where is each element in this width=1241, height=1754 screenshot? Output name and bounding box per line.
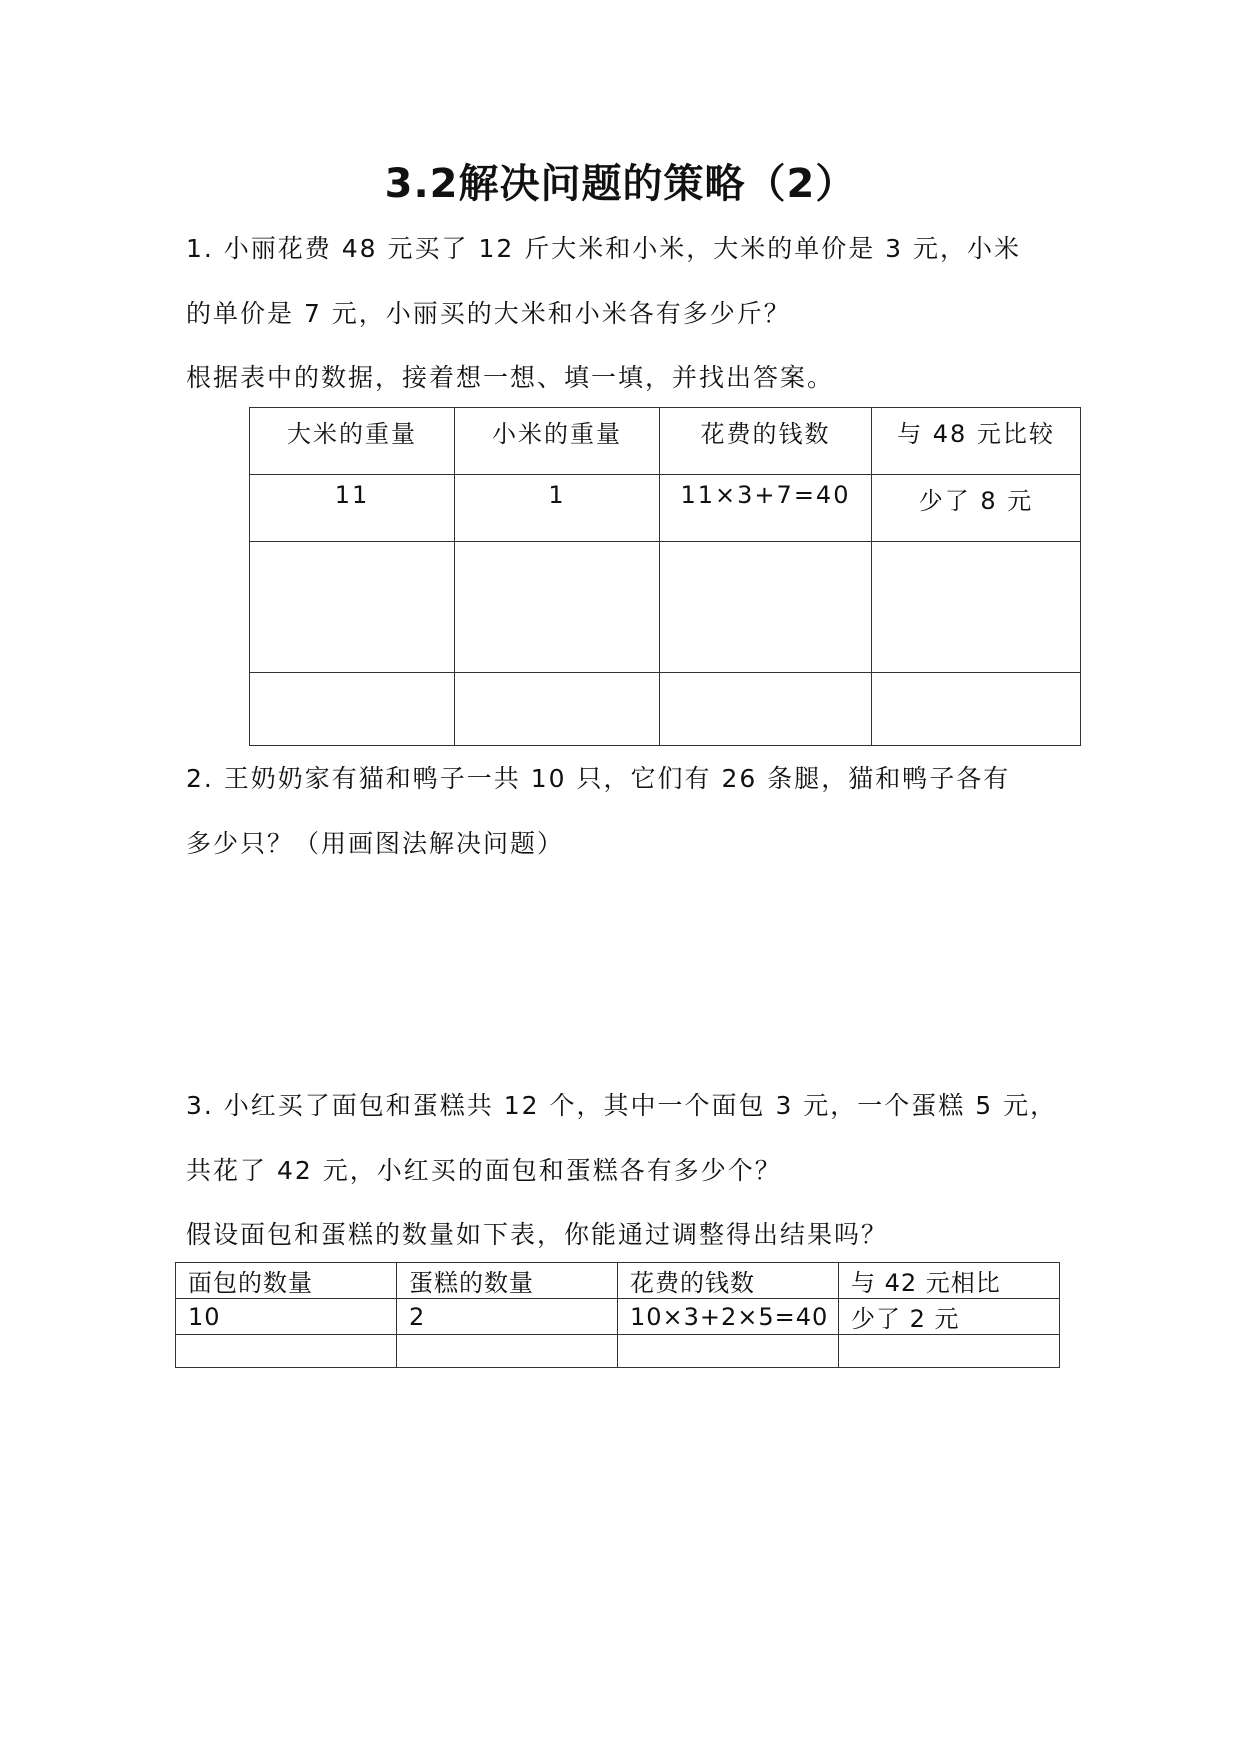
q3-cell: 10 [176,1299,397,1335]
q1-table-header-row [250,408,1081,475]
q1-blank-cell[interactable] [872,673,1081,746]
q3-instruction: 假设面包和蛋糕的数量如下表，你能通过调整得出结果吗？ [186,1220,889,1249]
q1-blank-cell[interactable] [250,673,455,746]
q1-table-row [250,542,1081,673]
q3-header-compare: 与 42 元相比 [839,1263,1060,1299]
q3-cell: 少了 2 元 [839,1299,1060,1335]
q3-blank-cell[interactable] [176,1335,397,1368]
q2-text-line-1: 2. 王奶奶家有猫和鸭子一共 10 只，它们有 26 条腿，猫和鸭子各有 [186,764,1011,793]
q3-table-row [176,1299,1060,1335]
q1-cell: 少了 8 元 [872,475,1081,542]
q2-text-line-2: 多少只？（用画图法解决问题） [186,829,565,858]
page-title: 3.2解决问题的策略（2） [384,161,857,207]
q1-blank-cell[interactable] [455,542,660,673]
q1-text-line-1: 1. 小丽花费 48 元买了 12 斤大米和小米，大米的单价是 3 元，小米 [186,234,1022,263]
q1-table-row [250,673,1081,746]
q3-blank-cell[interactable] [839,1335,1060,1368]
q3-cell: 10×3+2×5=40 [618,1299,839,1335]
q3-blank-cell[interactable] [618,1335,839,1368]
q3-header-cake-count: 蛋糕的数量 [397,1263,618,1299]
q1-table [249,407,1081,746]
q1-header-rice-weight: 大米的重量 [250,408,455,475]
q1-text-line-2: 的单价是 7 元，小丽买的大米和小米各有多少斤？ [186,299,791,328]
q1-header-cost: 花费的钱数 [660,408,872,475]
q3-table-header-row [176,1263,1060,1299]
q1-blank-cell[interactable] [250,542,455,673]
q3-table [175,1262,1060,1368]
q3-text-line-1: 3. 小红买了面包和蛋糕共 12 个，其中一个面包 3 元，一个蛋糕 5 元， [186,1091,1058,1120]
q1-header-compare: 与 48 元比较 [872,408,1081,475]
q3-cell: 2 [397,1299,618,1335]
q1-cell: 1 [455,475,660,542]
q1-blank-cell[interactable] [660,542,872,673]
q1-cell: 11×3+7=40 [660,475,872,542]
q3-header-bread-count: 面包的数量 [176,1263,397,1299]
q1-instruction: 根据表中的数据，接着想一想、填一填，并找出答案。 [186,363,835,392]
q1-table-row [250,475,1081,542]
q1-header-millet-weight: 小米的重量 [455,408,660,475]
q1-blank-cell[interactable] [455,673,660,746]
q1-cell: 11 [250,475,455,542]
q3-table-row [176,1335,1060,1368]
q1-blank-cell[interactable] [660,673,872,746]
q1-blank-cell[interactable] [872,542,1081,673]
q3-header-cost: 花费的钱数 [618,1263,839,1299]
q3-text-line-2: 共花了 42 元，小红买的面包和蛋糕各有多少个？ [186,1156,782,1185]
q3-blank-cell[interactable] [397,1335,618,1368]
